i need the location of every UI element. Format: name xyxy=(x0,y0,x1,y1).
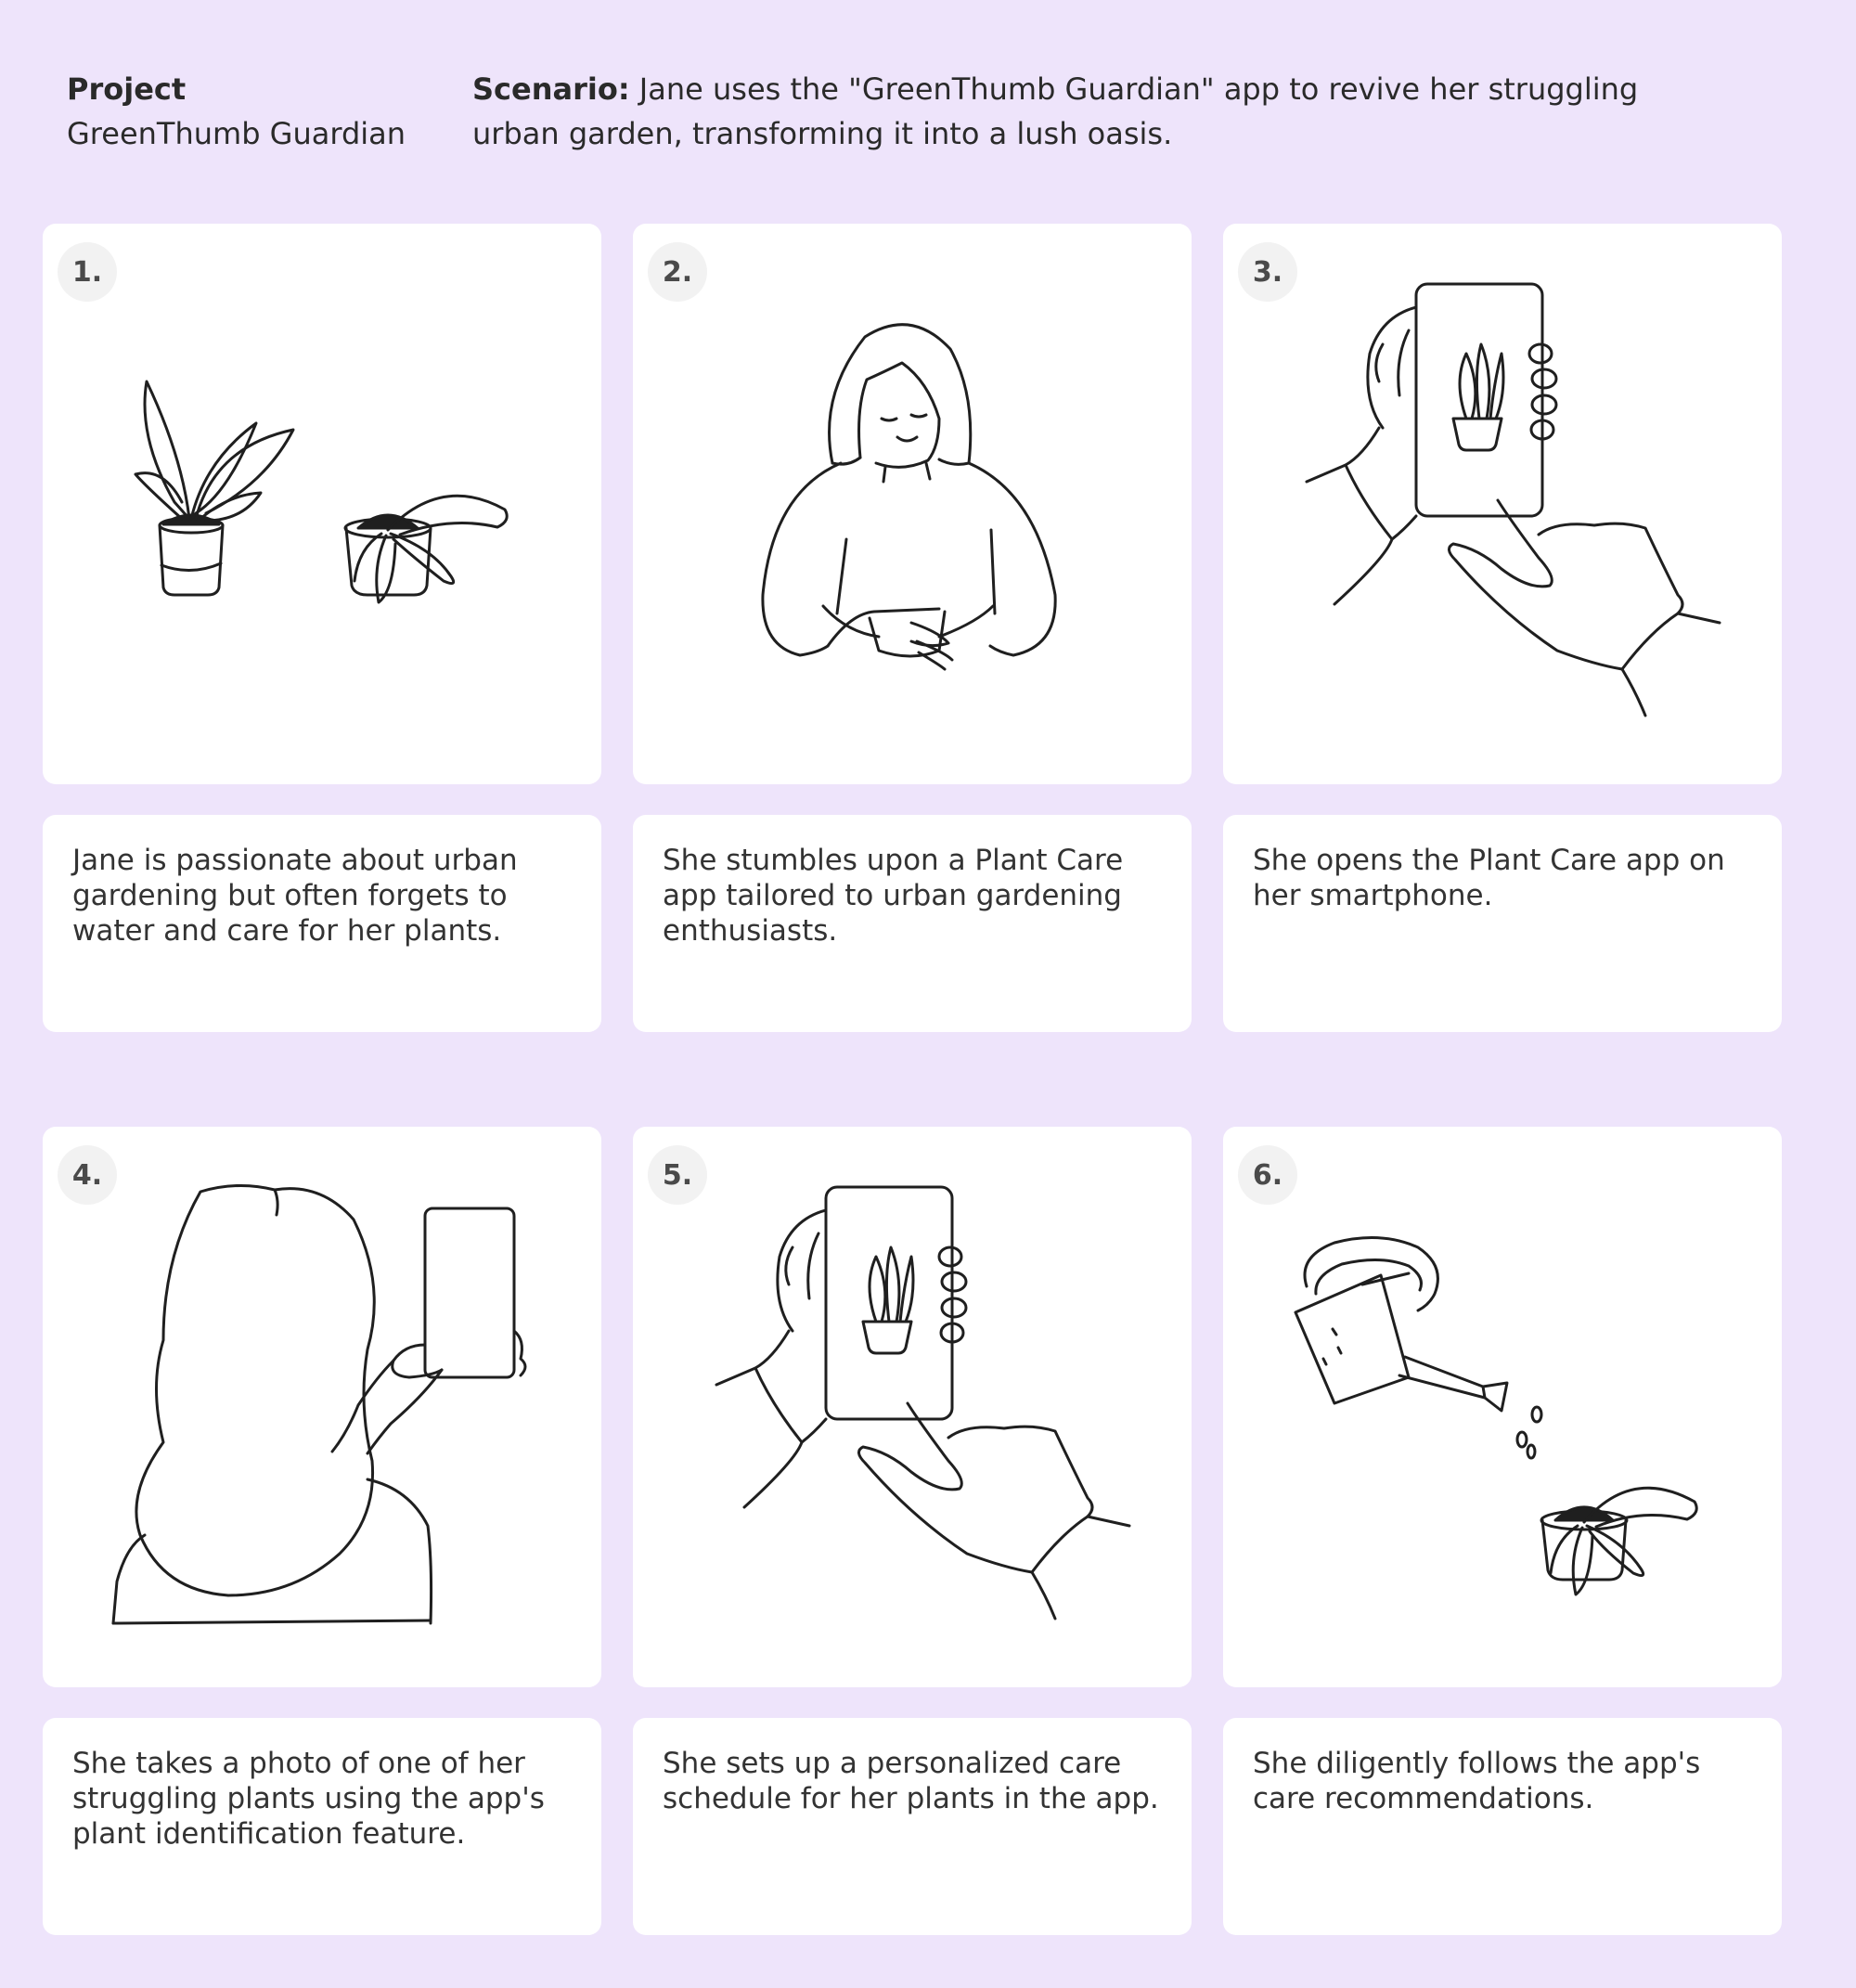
storyboard-panel-3 xyxy=(1223,224,1782,784)
woman-taking-photo-icon xyxy=(43,1127,601,1687)
project-label: Project xyxy=(67,71,187,107)
storyboard-panel-5 xyxy=(633,1127,1192,1687)
watering-can-icon xyxy=(1223,1127,1782,1687)
caption-text: She stumbles upon a Plant Care app tailored to urban gardening enthusiasts. xyxy=(663,844,1124,948)
storyboard-caption-5 xyxy=(633,1718,1192,1935)
panel-number-badge: 3. xyxy=(1238,242,1297,302)
panel-number-badge: 2. xyxy=(648,242,707,302)
caption-text: Jane is passionate about urban gardening but often forgets to water and care for her plants. xyxy=(72,844,518,948)
panel-number-badge: 1. xyxy=(58,242,117,302)
caption-text: She takes a photo of one of her struggling plants using the app's plant identification feature. xyxy=(72,1747,545,1851)
scenario-label: Scenario: xyxy=(472,71,630,107)
caption-text: She diligently follows the app's care recommendations. xyxy=(1253,1747,1701,1815)
storyboard-caption-2 xyxy=(633,815,1192,1032)
panel-number-badge: 6. xyxy=(1238,1145,1297,1205)
storyboard-panel-4 xyxy=(43,1127,601,1687)
scenario-text: Jane uses the "GreenThumb Guardian" app to revive her struggling urban garden, transforming it into a lush oasis. xyxy=(472,71,1639,151)
phone-in-hands-icon xyxy=(633,1127,1192,1687)
potted-plants-icon xyxy=(43,224,601,784)
panel-number-badge: 4. xyxy=(58,1145,117,1205)
phone-in-hands-icon xyxy=(1223,224,1782,784)
storyboard-caption-1 xyxy=(43,815,601,1032)
storyboard-panel-6 xyxy=(1223,1127,1782,1687)
storyboard-caption-4 xyxy=(43,1718,601,1935)
storyboard-caption-6 xyxy=(1223,1718,1782,1935)
caption-text: She sets up a personalized care schedule for her plants in the app. xyxy=(663,1747,1159,1815)
header xyxy=(67,67,1793,160)
project-name: GreenThumb Guardian xyxy=(67,116,406,151)
storyboard-panel-1 xyxy=(43,224,601,784)
woman-holding-pot-icon xyxy=(633,224,1192,784)
storyboard-panel-2 xyxy=(633,224,1192,784)
scenario xyxy=(472,67,1716,156)
panel-number-badge: 5. xyxy=(648,1145,707,1205)
storyboard-caption-3 xyxy=(1223,815,1782,1032)
caption-text: She opens the Plant Care app on her smartphone. xyxy=(1253,844,1725,912)
